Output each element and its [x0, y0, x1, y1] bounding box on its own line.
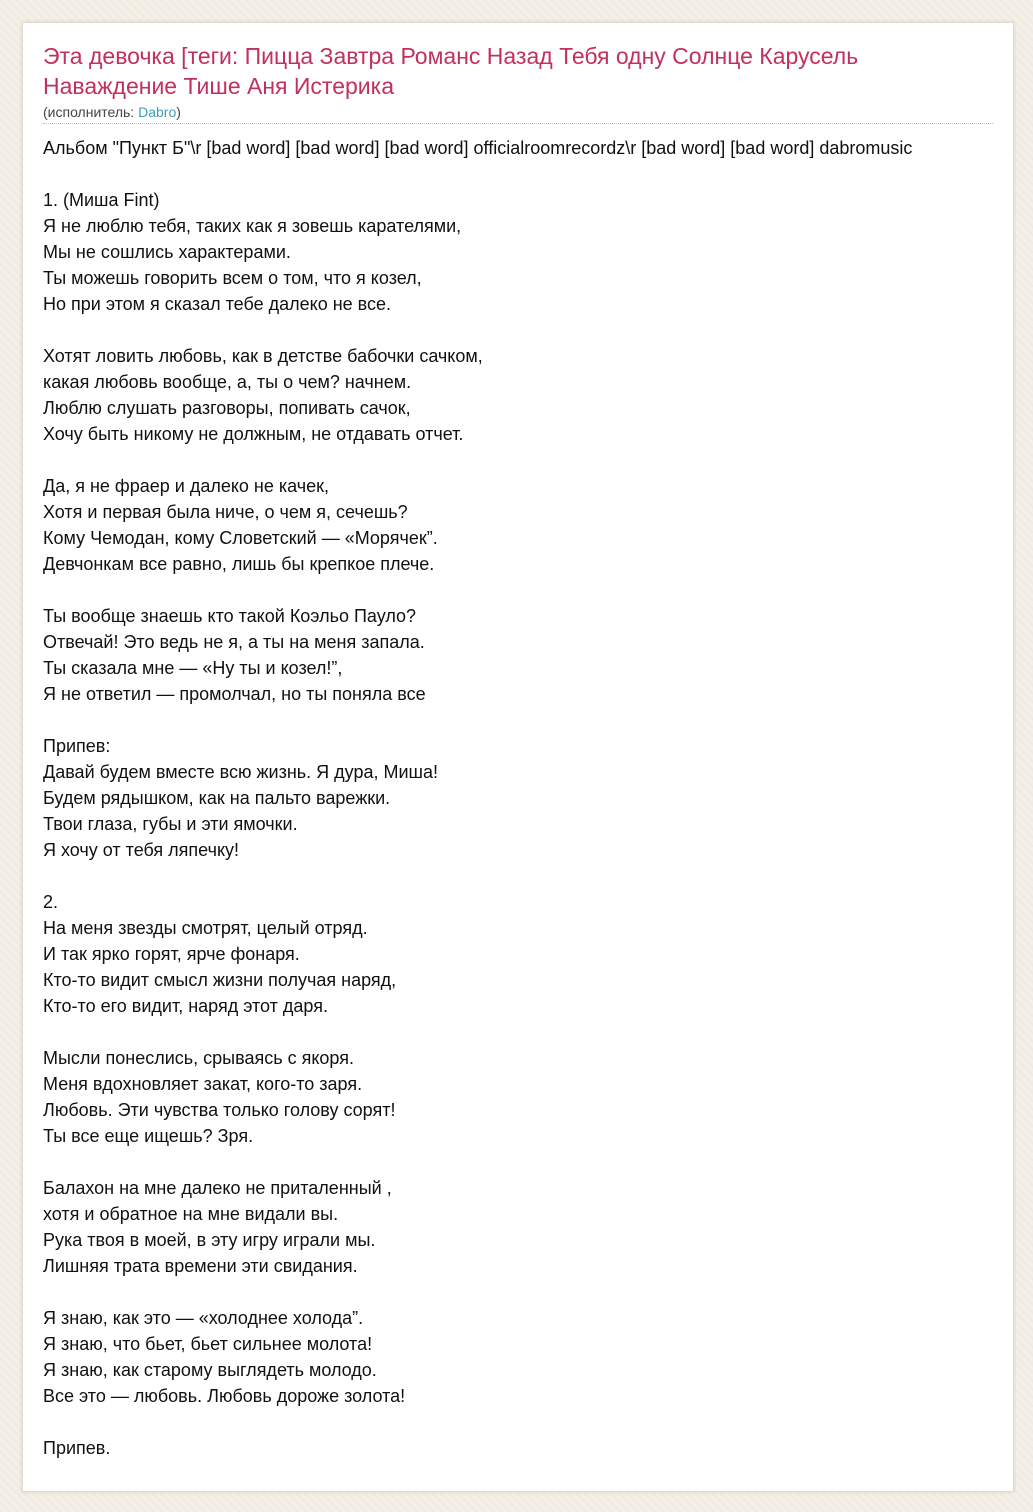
lyric-line: Ты все еще ищешь? Зря. [43, 1126, 254, 1146]
chorus-stanza [43, 1435, 483, 1461]
lyric-line: Твои глаза, губы и эти ямочки. [43, 814, 298, 834]
chorus-stanza [43, 733, 483, 863]
stanza [43, 473, 483, 577]
stanza [43, 1305, 483, 1409]
lyric-line: Но при этом я сказал тебе далеко не все. [43, 294, 392, 314]
stanza [43, 603, 483, 707]
lyric-line: Хотя и первая была ниче, о чем я, сечешь? [43, 502, 408, 522]
lyric-line: Девчонкам все равно, лишь бы крепкое плече. [43, 554, 435, 574]
stanza [43, 1175, 483, 1279]
lyric-line: На меня звезды смотрят, целый отряд. [43, 918, 368, 938]
lyric-line: Я хочу от тебя ляпечку! [43, 840, 240, 860]
artist-link[interactable]: Dabro [138, 104, 177, 120]
lyric-line: Хочу быть никому не должным, не отдавать отчет. [43, 424, 464, 444]
lyric-line: Ты вообще знаешь кто такой Коэльо Пауло? [43, 606, 417, 626]
stanza [43, 343, 483, 447]
artist-suffix: ) [176, 104, 181, 120]
lyric-line: 1. (Миша Fint) [43, 190, 160, 210]
lyric-line: Любовь. Эти чувства только голову сорят! [43, 1100, 396, 1120]
chorus-heading: Припев: [43, 736, 111, 756]
lyric-line: Давай будем вместе всю жизнь. Я дура, Миша! [43, 762, 438, 782]
album-line: Альбом "Пункт Б"\r [bad word] [bad word] [bad word] officialroomrecordz\r [bad word] [bad word] dabromusic [43, 138, 913, 158]
stanza [43, 187, 483, 317]
lyric-line: Кому Чемодан, кому Словетский — «Морячек”. [43, 528, 438, 548]
lyric-line: Балахон на мне далеко не приталенный , [43, 1178, 392, 1198]
lyric-line: Меня вдохновляет закат, кого-то заря. [43, 1074, 363, 1094]
lyric-line: Ты можешь говорить всем о том, что я козел, [43, 268, 422, 288]
artist-prefix: (исполнитель: [43, 104, 139, 120]
lyric-line: какая любовь вообще, а, ты о чем? начнем. [43, 372, 412, 392]
lyric-line: Я знаю, как это — «холоднее холода”. [43, 1308, 364, 1328]
lyric-line: Рука твоя в моей, в эту игру играли мы. [43, 1230, 376, 1250]
lyric-line: Отвечай! Это ведь не я, а ты на меня запала. [43, 632, 425, 652]
lyric-line: Я не ответил — промолчал, но ты поняла все [43, 684, 426, 704]
dotted-divider [43, 123, 993, 124]
lyric-line: Ты сказала мне — «Ну ты и козел!”, [43, 658, 343, 678]
lyric-line: Будем рядышком, как на пальто варежки. [43, 788, 391, 808]
stanza [43, 1045, 483, 1149]
lyric-line: И так ярко горят, ярче фонаря. [43, 944, 300, 964]
artist-line [43, 103, 181, 121]
lyric-line: Я не люблю тебя, таких как я зовешь карателями, [43, 216, 462, 236]
lyric-line: Все это — любовь. Любовь дороже золота! [43, 1386, 406, 1406]
song-title: Эта девочка [теги: Пицца Завтра Романс Назад Тебя одну Солнце Карусель Наваждение Тише Аня Истерика [43, 43, 859, 99]
lyric-line: хотя и обратное на мне видали вы. [43, 1204, 339, 1224]
lyric-line: Да, я не фраер и далеко не качек, [43, 476, 330, 496]
stanza [43, 889, 483, 1019]
lyric-line: Я знаю, что бьет, бьет сильнее молота! [43, 1334, 373, 1354]
lyric-line: Хотят ловить любовь, как в детстве бабочки сачком, [43, 346, 483, 366]
lyric-line: Я знаю, как старому выглядеть молодо. [43, 1360, 377, 1380]
lyrics-body [43, 187, 483, 1487]
lyric-line: Лишняя трата времени эти свидания. [43, 1256, 358, 1276]
lyrics-card [22, 22, 1014, 1492]
lyric-line: Кто-то видит смысл жизни получая наряд, [43, 970, 397, 990]
lyric-line: Кто-то его видит, наряд этот даря. [43, 996, 328, 1016]
verse-number: 2. [43, 892, 59, 912]
lyric-line: Мы не сошлись характерами. [43, 242, 291, 262]
lyric-line: Люблю слушать разговоры, попивать сачок, [43, 398, 411, 418]
chorus-heading: Припев. [43, 1438, 111, 1458]
lyric-line: Мысли понеслись, срываясь с якоря. [43, 1048, 354, 1068]
